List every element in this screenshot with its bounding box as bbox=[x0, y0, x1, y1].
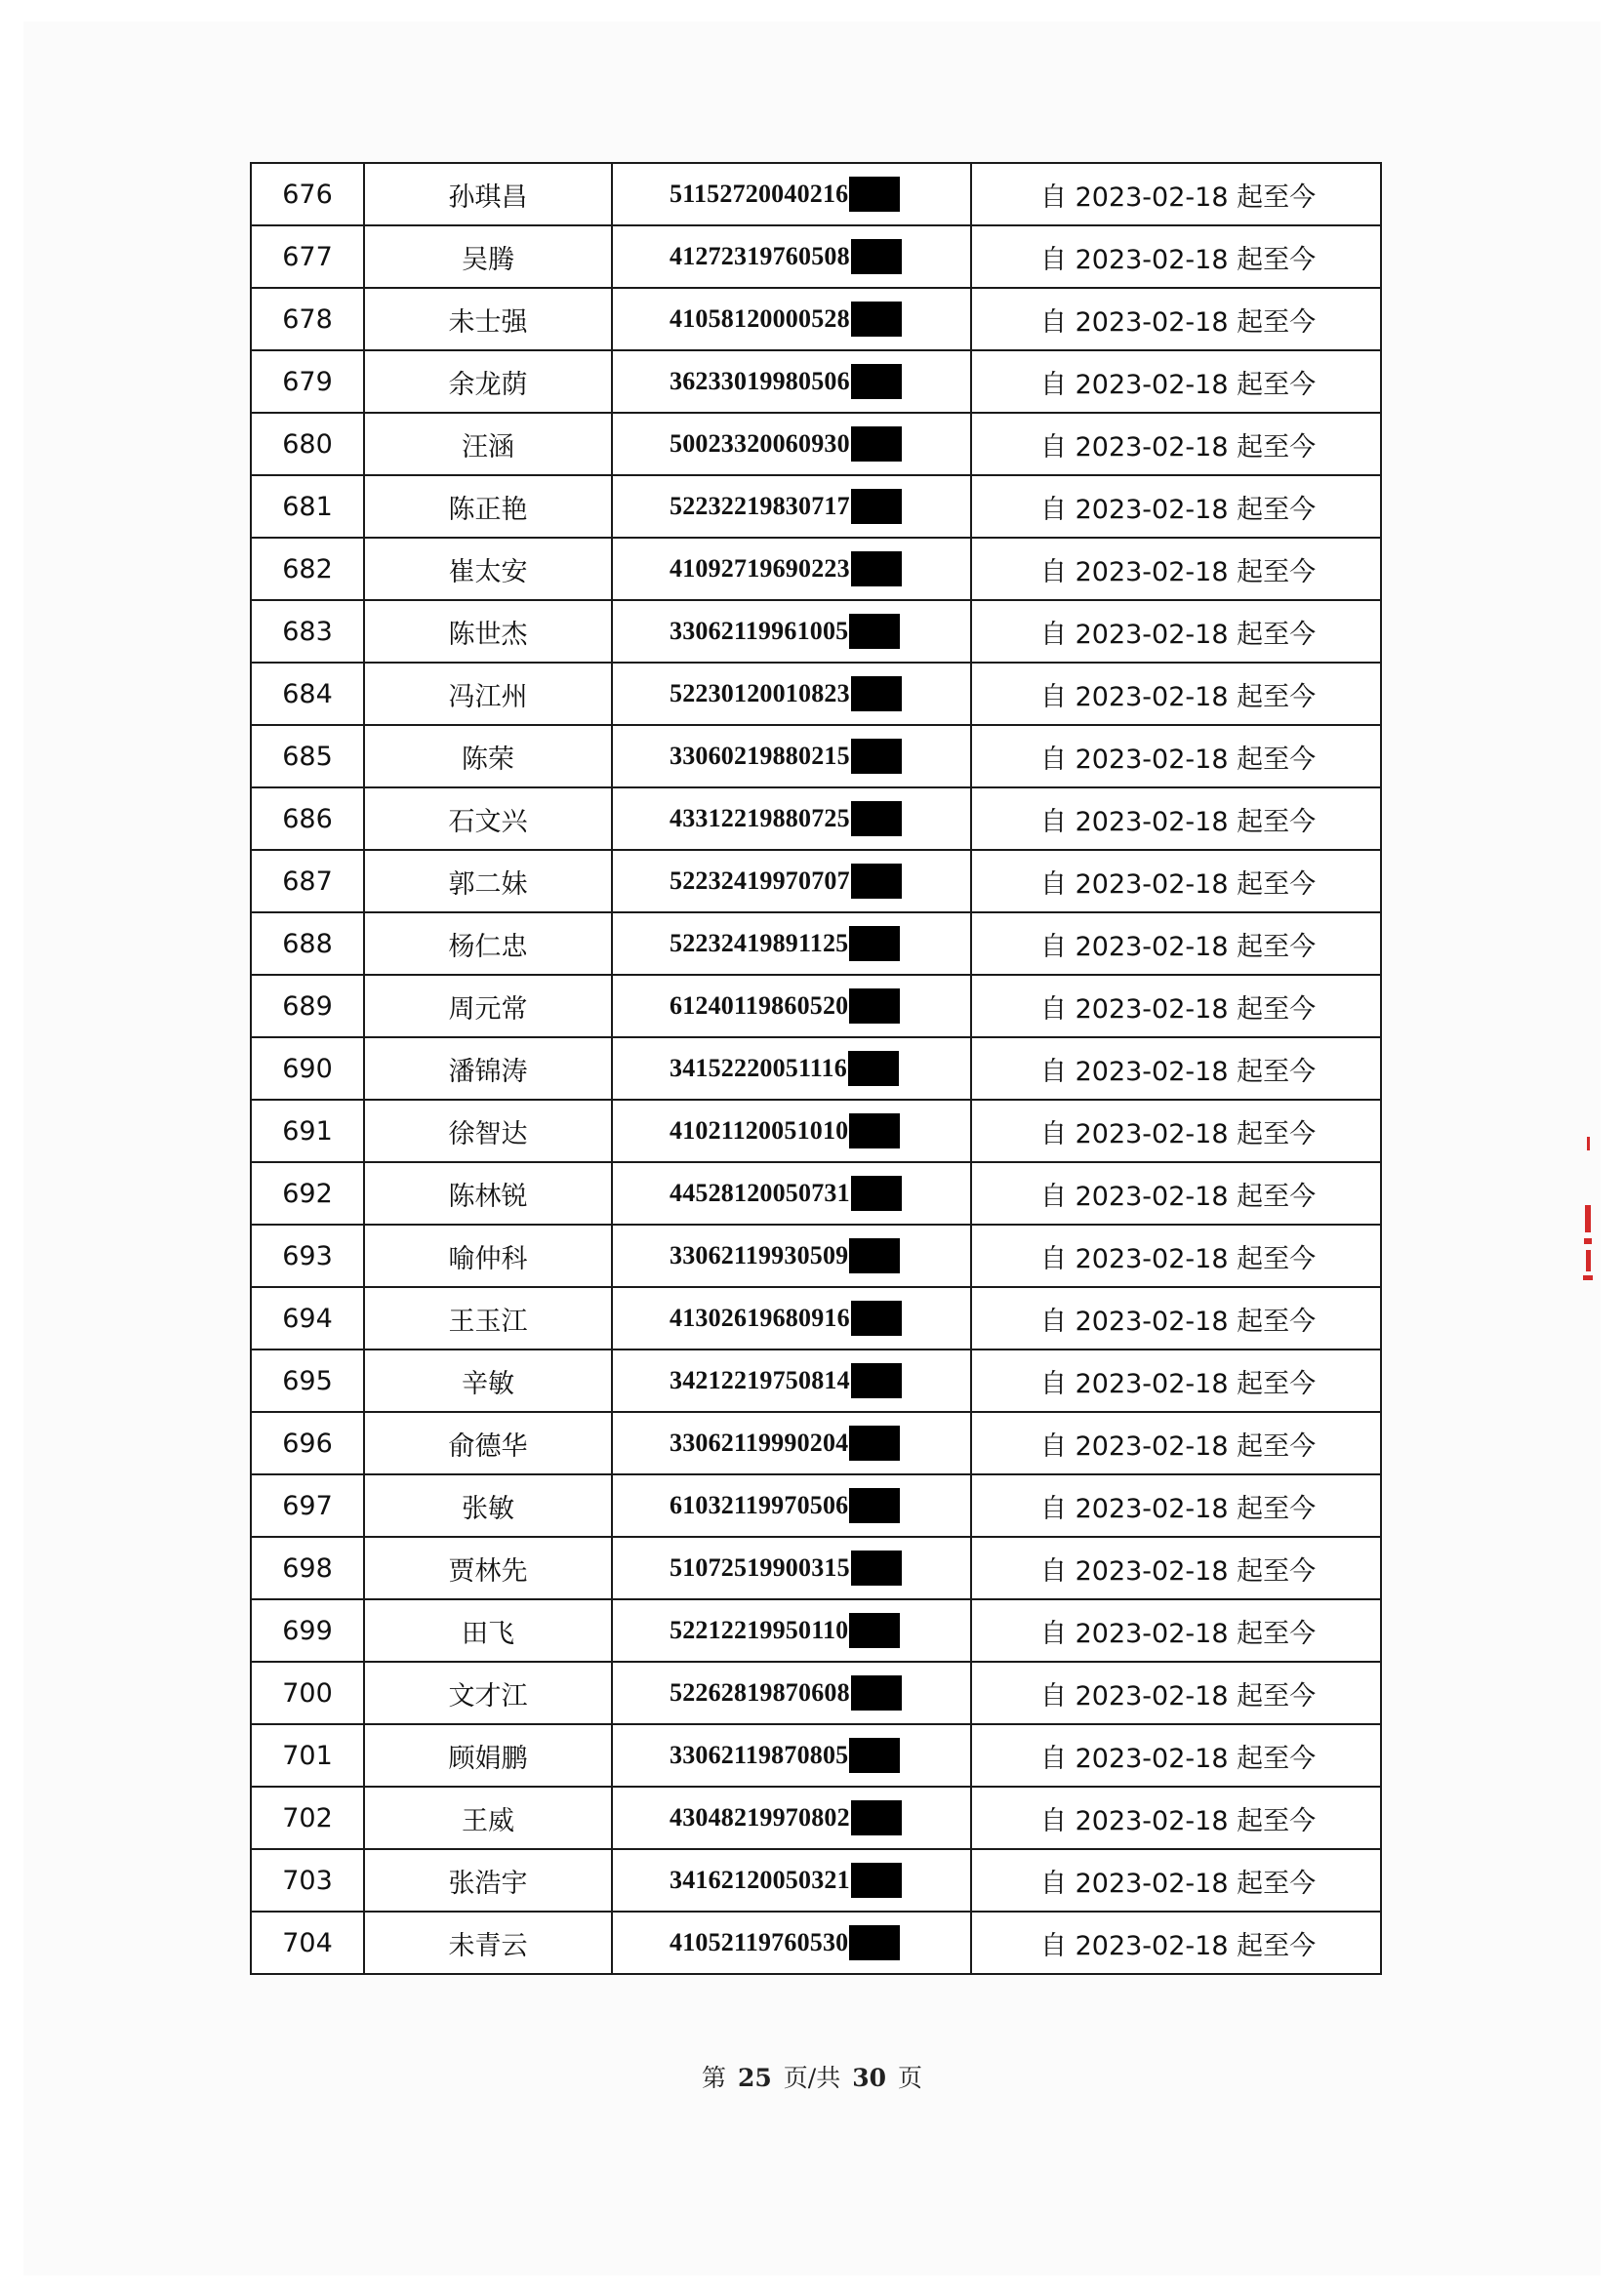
row-number-cell: 699 bbox=[251, 1599, 364, 1662]
name-cell: 吴腾 bbox=[364, 225, 612, 288]
name-cell: 张浩宇 bbox=[364, 1849, 612, 1912]
redaction-box bbox=[849, 177, 900, 212]
name-cell: 陈正艳 bbox=[364, 475, 612, 538]
redaction-box bbox=[849, 1426, 900, 1461]
redaction-box bbox=[851, 302, 902, 337]
table-row bbox=[251, 912, 1381, 975]
redaction-box bbox=[851, 239, 902, 274]
id-number-visible-digits: 52232419891125 bbox=[670, 929, 849, 957]
redaction-box bbox=[849, 1738, 900, 1773]
id-number-visible-digits: 41302619680916 bbox=[670, 1304, 850, 1332]
redaction-box bbox=[851, 551, 902, 586]
id-number-cell bbox=[612, 1599, 971, 1662]
redaction-box bbox=[851, 426, 902, 462]
id-number-visible-digits: 41272319760508 bbox=[670, 242, 850, 270]
name-cell: 潘锦涛 bbox=[364, 1037, 612, 1100]
redaction-box bbox=[849, 1925, 900, 1960]
name-cell: 文才江 bbox=[364, 1662, 612, 1724]
table-row bbox=[251, 1474, 1381, 1537]
row-number-cell: 683 bbox=[251, 600, 364, 663]
id-number-cell bbox=[612, 475, 971, 538]
name-cell: 汪涵 bbox=[364, 413, 612, 475]
table-row bbox=[251, 850, 1381, 912]
id-number-cell bbox=[612, 350, 971, 413]
id-number-visible-digits: 52232419970707 bbox=[670, 866, 850, 895]
period-cell: 自 2023-02-18 起至今 bbox=[971, 850, 1381, 912]
id-number-visible-digits: 43312219880725 bbox=[670, 804, 850, 832]
period-cell: 自 2023-02-18 起至今 bbox=[971, 912, 1381, 975]
id-number-cell bbox=[612, 1662, 971, 1724]
id-number-visible-digits: 34152220051116 bbox=[670, 1054, 847, 1082]
footer-middle: 页/共 bbox=[783, 2064, 841, 2092]
id-number-visible-digits: 43048219970802 bbox=[670, 1803, 850, 1832]
id-number-visible-digits: 41052119760530 bbox=[670, 1928, 849, 1956]
id-number-cell bbox=[612, 725, 971, 787]
id-number-visible-digits: 33060219880215 bbox=[670, 742, 850, 770]
id-number-visible-digits: 52230120010823 bbox=[670, 679, 850, 707]
id-number-cell bbox=[612, 225, 971, 288]
table-row bbox=[251, 1912, 1381, 1974]
redaction-box bbox=[849, 1613, 900, 1648]
table-row bbox=[251, 413, 1381, 475]
table-row bbox=[251, 1037, 1381, 1100]
id-number-visible-digits: 33062119930509 bbox=[670, 1241, 849, 1269]
redaction-box bbox=[851, 1363, 902, 1398]
table-row bbox=[251, 1412, 1381, 1474]
redaction-box bbox=[851, 1800, 902, 1835]
period-cell: 自 2023-02-18 起至今 bbox=[971, 1662, 1381, 1724]
table-row bbox=[251, 787, 1381, 850]
table-row bbox=[251, 163, 1381, 225]
id-number-visible-digits: 50023320060930 bbox=[670, 429, 850, 458]
redaction-box bbox=[851, 1675, 902, 1711]
row-number-cell: 702 bbox=[251, 1787, 364, 1849]
table-row bbox=[251, 1662, 1381, 1724]
id-number-cell bbox=[612, 288, 971, 350]
id-number-cell bbox=[612, 975, 971, 1037]
record-table-body bbox=[251, 163, 1381, 1974]
id-number-cell bbox=[612, 1349, 971, 1412]
name-cell: 周元常 bbox=[364, 975, 612, 1037]
name-cell: 郭二妹 bbox=[364, 850, 612, 912]
redaction-box bbox=[851, 489, 902, 524]
period-cell: 自 2023-02-18 起至今 bbox=[971, 475, 1381, 538]
row-number-cell: 677 bbox=[251, 225, 364, 288]
row-number-cell: 678 bbox=[251, 288, 364, 350]
row-number-cell: 680 bbox=[251, 413, 364, 475]
table-row bbox=[251, 600, 1381, 663]
footer-prefix: 第 bbox=[701, 2064, 726, 2092]
id-number-cell bbox=[612, 663, 971, 725]
id-number-cell bbox=[612, 1287, 971, 1349]
id-number-visible-digits: 34212219750814 bbox=[670, 1366, 850, 1394]
redaction-box bbox=[851, 364, 902, 399]
id-number-cell bbox=[612, 787, 971, 850]
redaction-box bbox=[849, 1238, 900, 1273]
name-cell: 未士强 bbox=[364, 288, 612, 350]
redaction-box bbox=[851, 1551, 902, 1586]
row-number-cell: 696 bbox=[251, 1412, 364, 1474]
row-number-cell: 682 bbox=[251, 538, 364, 600]
period-cell: 自 2023-02-18 起至今 bbox=[971, 1724, 1381, 1787]
id-number-cell bbox=[612, 1474, 971, 1537]
row-number-cell: 679 bbox=[251, 350, 364, 413]
id-number-visible-digits: 51072519900315 bbox=[670, 1553, 850, 1582]
id-number-visible-digits: 41058120000528 bbox=[670, 304, 850, 333]
period-cell: 自 2023-02-18 起至今 bbox=[971, 1162, 1381, 1225]
id-number-cell bbox=[612, 1162, 971, 1225]
redaction-box bbox=[851, 739, 902, 774]
row-number-cell: 681 bbox=[251, 475, 364, 538]
redaction-box bbox=[849, 1113, 900, 1148]
id-number-cell bbox=[612, 1100, 971, 1162]
row-number-cell: 686 bbox=[251, 787, 364, 850]
table-row bbox=[251, 975, 1381, 1037]
period-cell: 自 2023-02-18 起至今 bbox=[971, 1225, 1381, 1287]
row-number-cell: 694 bbox=[251, 1287, 364, 1349]
period-cell: 自 2023-02-18 起至今 bbox=[971, 600, 1381, 663]
period-cell: 自 2023-02-18 起至今 bbox=[971, 413, 1381, 475]
row-number-cell: 691 bbox=[251, 1100, 364, 1162]
period-cell: 自 2023-02-18 起至今 bbox=[971, 787, 1381, 850]
id-number-visible-digits: 41021120051010 bbox=[670, 1116, 849, 1145]
table-row bbox=[251, 1225, 1381, 1287]
table-row bbox=[251, 288, 1381, 350]
current-page-number: 25 bbox=[737, 2064, 772, 2092]
id-number-visible-digits: 52232219830717 bbox=[670, 492, 850, 520]
period-cell: 自 2023-02-18 起至今 bbox=[971, 1474, 1381, 1537]
period-cell: 自 2023-02-18 起至今 bbox=[971, 1100, 1381, 1162]
id-number-cell bbox=[612, 538, 971, 600]
period-cell: 自 2023-02-18 起至今 bbox=[971, 538, 1381, 600]
name-cell: 石文兴 bbox=[364, 787, 612, 850]
redaction-box bbox=[849, 926, 900, 961]
id-number-cell bbox=[612, 850, 971, 912]
id-number-visible-digits: 52262819870608 bbox=[670, 1678, 850, 1707]
name-cell: 冯江州 bbox=[364, 663, 612, 725]
period-cell: 自 2023-02-18 起至今 bbox=[971, 163, 1381, 225]
period-cell: 自 2023-02-18 起至今 bbox=[971, 350, 1381, 413]
id-number-cell bbox=[612, 912, 971, 975]
name-cell: 贾林先 bbox=[364, 1537, 612, 1599]
name-cell: 张敏 bbox=[364, 1474, 612, 1537]
name-cell: 崔太安 bbox=[364, 538, 612, 600]
id-number-cell bbox=[612, 163, 971, 225]
redaction-box bbox=[851, 801, 902, 836]
redaction-box bbox=[851, 864, 902, 899]
table-row bbox=[251, 1287, 1381, 1349]
period-cell: 自 2023-02-18 起至今 bbox=[971, 975, 1381, 1037]
redaction-box bbox=[849, 988, 900, 1024]
name-cell: 陈荣 bbox=[364, 725, 612, 787]
table-row bbox=[251, 1100, 1381, 1162]
table-row bbox=[251, 1162, 1381, 1225]
name-cell: 辛敏 bbox=[364, 1349, 612, 1412]
id-number-cell bbox=[612, 1537, 971, 1599]
period-cell: 自 2023-02-18 起至今 bbox=[971, 1349, 1381, 1412]
redaction-box bbox=[848, 1051, 899, 1086]
period-cell: 自 2023-02-18 起至今 bbox=[971, 288, 1381, 350]
table-row bbox=[251, 350, 1381, 413]
id-number-cell bbox=[612, 413, 971, 475]
id-number-cell bbox=[612, 1912, 971, 1974]
total-pages-number: 30 bbox=[852, 2064, 887, 2092]
period-cell: 自 2023-02-18 起至今 bbox=[971, 1537, 1381, 1599]
name-cell: 未青云 bbox=[364, 1912, 612, 1974]
footer-suffix: 页 bbox=[898, 2064, 923, 2092]
name-cell: 陈世杰 bbox=[364, 600, 612, 663]
period-cell: 自 2023-02-18 起至今 bbox=[971, 1787, 1381, 1849]
id-number-cell bbox=[612, 1412, 971, 1474]
id-number-visible-digits: 34162120050321 bbox=[670, 1866, 850, 1894]
row-number-cell: 704 bbox=[251, 1912, 364, 1974]
period-cell: 自 2023-02-18 起至今 bbox=[971, 1287, 1381, 1349]
row-number-cell: 692 bbox=[251, 1162, 364, 1225]
id-number-visible-digits: 61032119970506 bbox=[670, 1491, 849, 1519]
row-number-cell: 690 bbox=[251, 1037, 364, 1100]
redaction-box bbox=[851, 1176, 902, 1211]
period-cell: 自 2023-02-18 起至今 bbox=[971, 225, 1381, 288]
id-number-cell bbox=[612, 1787, 971, 1849]
id-number-visible-digits: 44528120050731 bbox=[670, 1179, 850, 1207]
row-number-cell: 697 bbox=[251, 1474, 364, 1537]
redaction-box bbox=[849, 614, 900, 649]
id-number-cell bbox=[612, 1849, 971, 1912]
row-number-cell: 676 bbox=[251, 163, 364, 225]
period-cell: 自 2023-02-18 起至今 bbox=[971, 1599, 1381, 1662]
period-cell: 自 2023-02-18 起至今 bbox=[971, 1849, 1381, 1912]
period-cell: 自 2023-02-18 起至今 bbox=[971, 1037, 1381, 1100]
row-number-cell: 689 bbox=[251, 975, 364, 1037]
redaction-box bbox=[849, 1488, 900, 1523]
red-seal-fragment bbox=[1581, 1137, 1595, 1293]
table-row bbox=[251, 538, 1381, 600]
row-number-cell: 695 bbox=[251, 1349, 364, 1412]
name-cell: 杨仁忠 bbox=[364, 912, 612, 975]
id-number-visible-digits: 33062119961005 bbox=[670, 617, 849, 645]
table-row bbox=[251, 1724, 1381, 1787]
table-row bbox=[251, 725, 1381, 787]
name-cell: 俞德华 bbox=[364, 1412, 612, 1474]
period-cell: 自 2023-02-18 起至今 bbox=[971, 1412, 1381, 1474]
table-row bbox=[251, 1849, 1381, 1912]
table-row bbox=[251, 1537, 1381, 1599]
row-number-cell: 700 bbox=[251, 1662, 364, 1724]
period-cell: 自 2023-02-18 起至今 bbox=[971, 1912, 1381, 1974]
id-number-cell bbox=[612, 1225, 971, 1287]
table-row bbox=[251, 225, 1381, 288]
table-row bbox=[251, 1349, 1381, 1412]
id-number-cell bbox=[612, 1037, 971, 1100]
name-cell: 王威 bbox=[364, 1787, 612, 1849]
table-row bbox=[251, 1787, 1381, 1849]
row-number-cell: 693 bbox=[251, 1225, 364, 1287]
id-number-visible-digits: 61240119860520 bbox=[670, 991, 849, 1020]
name-cell: 陈林锐 bbox=[364, 1162, 612, 1225]
period-cell: 自 2023-02-18 起至今 bbox=[971, 725, 1381, 787]
redaction-box bbox=[851, 1863, 902, 1898]
redaction-box bbox=[851, 676, 902, 711]
row-number-cell: 688 bbox=[251, 912, 364, 975]
table-row bbox=[251, 663, 1381, 725]
name-cell: 徐智达 bbox=[364, 1100, 612, 1162]
record-table bbox=[250, 162, 1382, 1975]
row-number-cell: 684 bbox=[251, 663, 364, 725]
name-cell: 孙琪昌 bbox=[364, 163, 612, 225]
id-number-visible-digits: 52212219950110 bbox=[670, 1616, 849, 1644]
id-number-visible-digits: 36233019980506 bbox=[670, 367, 850, 395]
id-number-visible-digits: 33062119990204 bbox=[670, 1429, 849, 1457]
row-number-cell: 698 bbox=[251, 1537, 364, 1599]
id-number-visible-digits: 33062119870805 bbox=[670, 1741, 849, 1769]
row-number-cell: 685 bbox=[251, 725, 364, 787]
name-cell: 喻仲科 bbox=[364, 1225, 612, 1287]
row-number-cell: 701 bbox=[251, 1724, 364, 1787]
name-cell: 王玉江 bbox=[364, 1287, 612, 1349]
id-number-cell bbox=[612, 600, 971, 663]
name-cell: 顾娟鹏 bbox=[364, 1724, 612, 1787]
row-number-cell: 703 bbox=[251, 1849, 364, 1912]
table-row bbox=[251, 475, 1381, 538]
name-cell: 田飞 bbox=[364, 1599, 612, 1662]
page-footer bbox=[0, 2059, 1624, 2094]
row-number-cell: 687 bbox=[251, 850, 364, 912]
id-number-visible-digits: 41092719690223 bbox=[670, 554, 850, 583]
period-cell: 自 2023-02-18 起至今 bbox=[971, 663, 1381, 725]
table-row bbox=[251, 1599, 1381, 1662]
id-number-visible-digits: 51152720040216 bbox=[670, 180, 849, 208]
name-cell: 余龙荫 bbox=[364, 350, 612, 413]
id-number-cell bbox=[612, 1724, 971, 1787]
redaction-box bbox=[851, 1301, 902, 1336]
